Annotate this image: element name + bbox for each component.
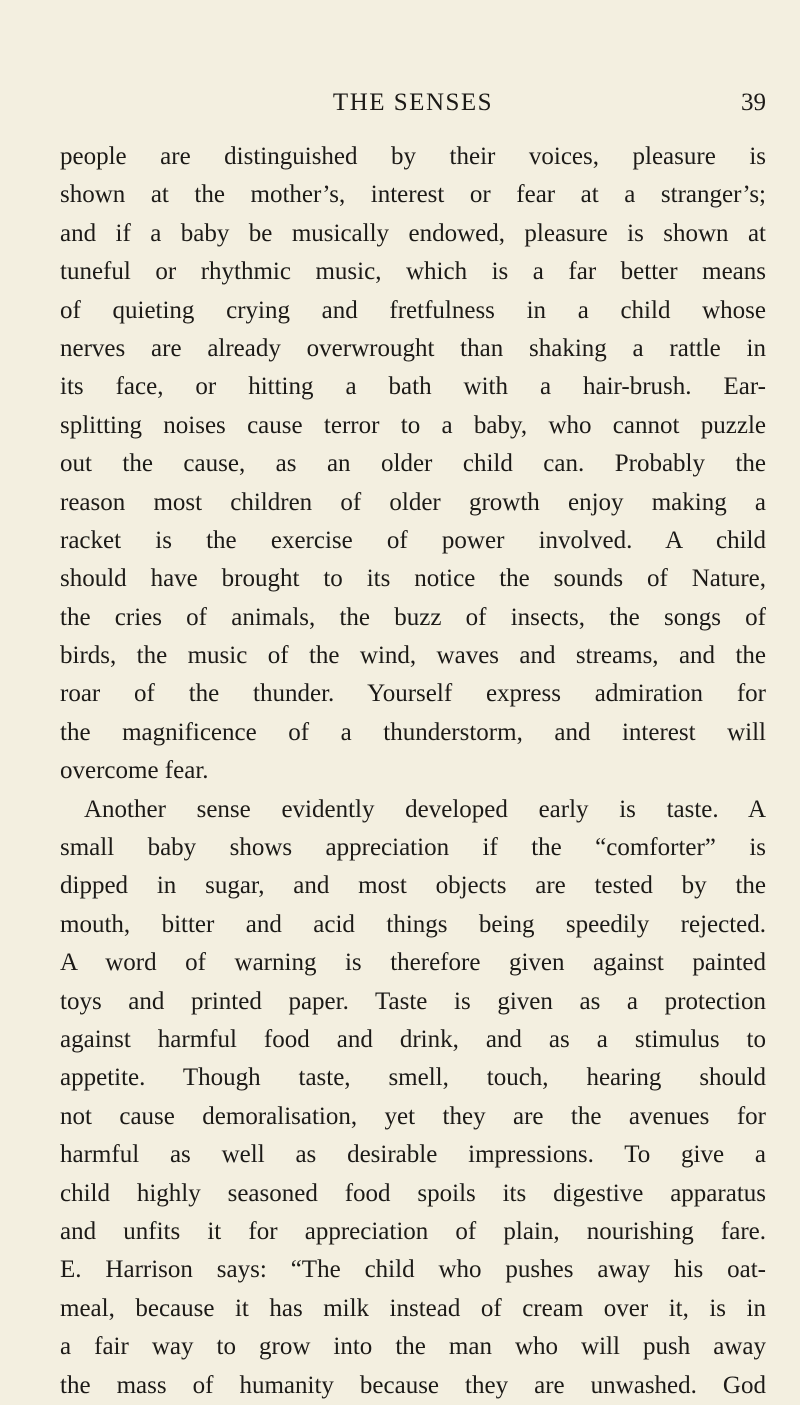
text-line: should have brought to its notice the sounds of Nature, [60, 565, 766, 593]
text-line: the mass of humanity because they are unwashed. God [60, 1371, 766, 1399]
text-line: E. Harrison says: “The child who pushes away his oat- [60, 1256, 766, 1284]
text-line: its face, or hitting a bath with a hair-brush. Ear- [60, 373, 766, 401]
text-line: small baby shows appreciation if the “comforter” is [60, 834, 766, 862]
text-line: of quieting crying and fretfulness in a child whose [60, 296, 766, 324]
text-line: the cries of animals, the buzz of insects, the songs of [60, 603, 766, 631]
text-line: toys and printed paper. Taste is given as a protection [60, 987, 766, 1015]
running-head [60, 86, 766, 120]
text-line: splitting noises cause terror to a baby, who cannot puzzle [60, 411, 766, 439]
text-line: and if a baby be musically endowed, pleasure is shown at [60, 219, 766, 247]
text-line: harmful as well as desirable impressions. To give a [60, 1141, 766, 1169]
text-line: roar of the thunder. Yourself express admiration for [60, 680, 766, 708]
text-line: reason most children of older growth enjoy making a [60, 488, 766, 516]
text-line: nerves are already overwrought than shaking a rattle in [60, 334, 766, 362]
text-line: and unfits it for appreciation of plain, nourishing fare. [60, 1217, 766, 1245]
text-line: shown at the mother’s, interest or fear at a stranger’s; [60, 181, 766, 209]
text-line: tuneful or rhythmic music, which is a far better means [60, 258, 766, 286]
text-line: racket is the exercise of power involved. A child [60, 526, 766, 554]
text-line: birds, the music of the wind, waves and streams, and the [60, 642, 766, 670]
text-line: out the cause, as an older child can. Probably the [60, 450, 766, 478]
page-number: 39 [741, 89, 766, 116]
text-line: not cause demoralisation, yet they are the avenues for [60, 1102, 766, 1130]
text-line: people are distinguished by their voices, pleasure is [60, 143, 766, 170]
text-line: a fair way to grow into the man who will push away [60, 1333, 766, 1361]
text-line: against harmful food and drink, and as a stimulus to [60, 1025, 766, 1053]
running-title: THE SENSES [332, 89, 494, 116]
text-line: appetite. Though taste, smell, touch, hearing should [60, 1064, 766, 1092]
text-line: meal, because it has milk instead of cream over it, is in [60, 1294, 766, 1322]
text-line: dipped in sugar, and most objects are tested by the [60, 872, 766, 900]
body-text [60, 138, 766, 1405]
paragraph-start-line: Another sense evidently developed early is taste. A [84, 795, 766, 823]
text-line: A word of warning is therefore given against painted [60, 949, 766, 977]
paragraph-end-line: overcome fear. [60, 757, 209, 785]
text-line: child highly seasoned food spoils its digestive apparatus [60, 1179, 766, 1207]
text-line: the magnificence of a thunderstorm, and interest will [60, 718, 766, 746]
text-line: mouth, bitter and acid things being speedily rejected. [60, 910, 766, 938]
